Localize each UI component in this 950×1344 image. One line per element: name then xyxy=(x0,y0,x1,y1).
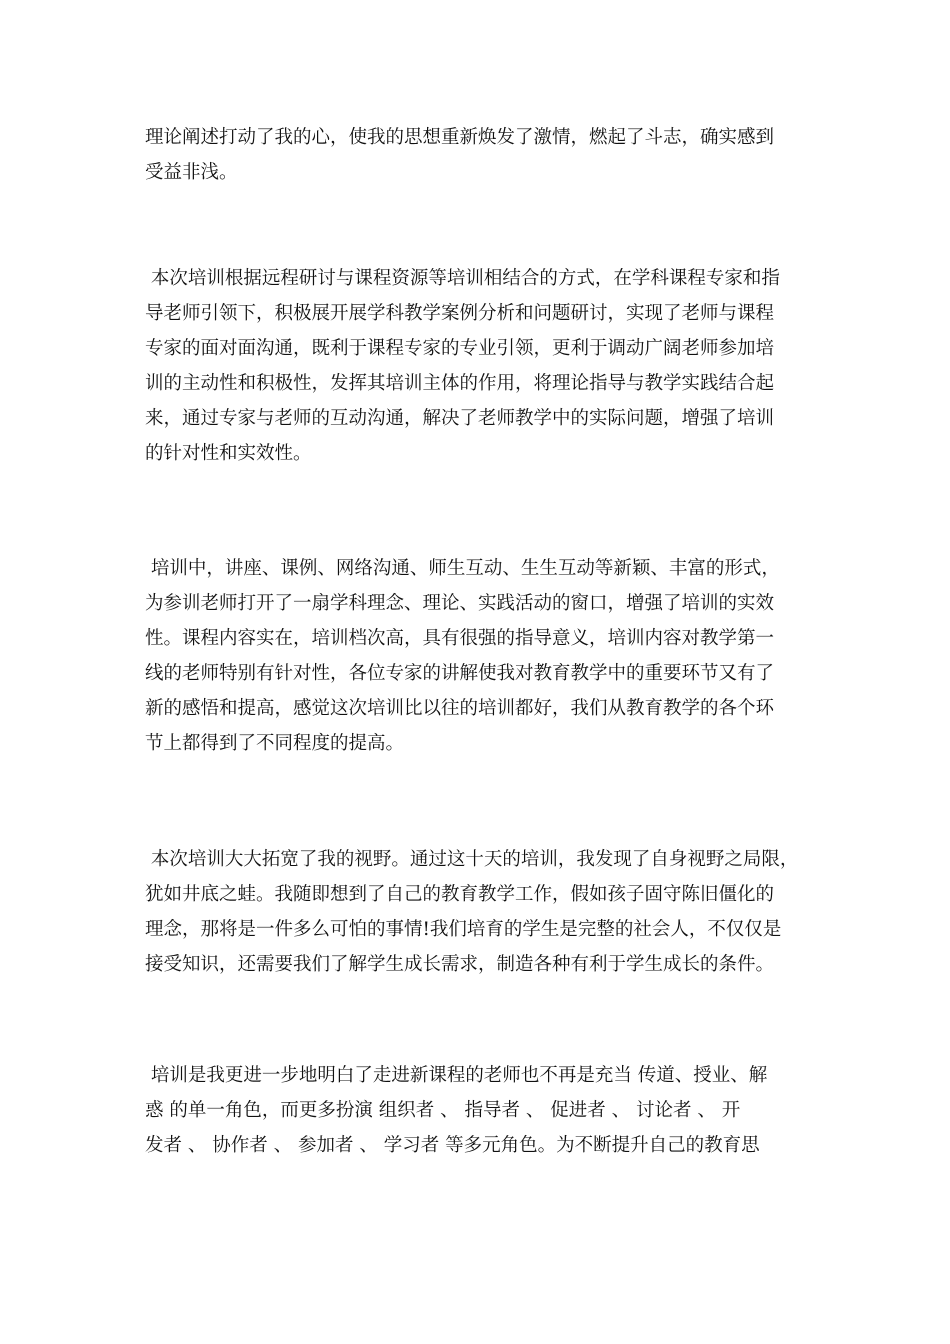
paragraph-5 xyxy=(145,1058,845,1163)
paragraph-line: 的针对性和实效性。 xyxy=(145,443,312,464)
paragraph-line: 导老师引领下，积极展开展学科教学案例分析和问题研讨，实现了老师与课程 xyxy=(145,303,775,324)
paragraph-line: 培训中，讲座、课例、网络沟通、师生互动、生生互动等新颖、丰富的形式， xyxy=(145,558,780,579)
paragraph-line: 为参训老师打开了一扇学科理念、理论、实践活动的窗口，增强了培训的实效 xyxy=(145,593,775,614)
paragraph-line: 受益非浅。 xyxy=(145,162,238,183)
paragraph-1 xyxy=(145,120,845,190)
paragraph-line: 训的主动性和积极性，发挥其培训主体的作用，将理论指导与教学实践结合起 xyxy=(145,373,775,394)
paragraph-3 xyxy=(145,551,845,761)
paragraph-line: 新的感悟和提高，感觉这次培训比以往的培训都好，我们从教育教学的各个环 xyxy=(145,698,775,719)
paragraph-line: 专家的面对面沟通，既利于课程专家的专业引领，更利于调动广阔老师参加培 xyxy=(145,338,775,359)
paragraph-line: 理论阐述打动了我的心，使我的思想重新焕发了激情，燃起了斗志，确实感到 xyxy=(145,127,775,148)
paragraph-line: 本次培训大大拓宽了我的视野。通过这十天的培训，我发现了自身视野之局限， xyxy=(145,849,799,870)
paragraph-line: 线的老师特别有针对性，各位专家的讲解使我对教育教学中的重要环节又有了 xyxy=(145,663,775,684)
paragraph-2 xyxy=(145,261,845,471)
paragraph-4 xyxy=(145,842,845,982)
paragraph-line: 节上都得到了不同程度的提高。 xyxy=(145,733,405,754)
paragraph-line: 性。课程内容实在，培训档次高，具有很强的指导意义，培训内容对教学第一 xyxy=(145,628,775,649)
paragraph-line: 来，通过专家与老师的互动沟通，解决了老师教学中的实际问题，增强了培训 xyxy=(145,408,775,429)
paragraph-line: 培训是我更进一步地明白了走进新课程的老师也不再是充当 传道、授业、解 xyxy=(145,1065,768,1086)
paragraph-line: 犹如井底之蛙。我随即想到了自己的教育教学工作，假如孩子固守陈旧僵化的 xyxy=(145,884,775,905)
paragraph-line: 惑 的单一角色，而更多扮演 组织者 、 指导者 、 促进者 、 讨论者 、 开 xyxy=(145,1100,741,1121)
paragraph-line: 发者 、 协作者 、 参加者 、 学习者 等多元角色。为不断提升自己的教育思 xyxy=(145,1135,760,1156)
paragraph-line: 接受知识，还需要我们了解学生成长需求，制造各种有利于学生成长的条件。 xyxy=(145,954,775,975)
paragraph-line: 理念，那将是一件多么可怕的事情!我们培育的学生是完整的社会人，不仅仅是 xyxy=(145,919,782,940)
paragraph-line: 本次培训根据远程研讨与课程资源等培训相结合的方式，在学科课程专家和指 xyxy=(145,268,780,289)
